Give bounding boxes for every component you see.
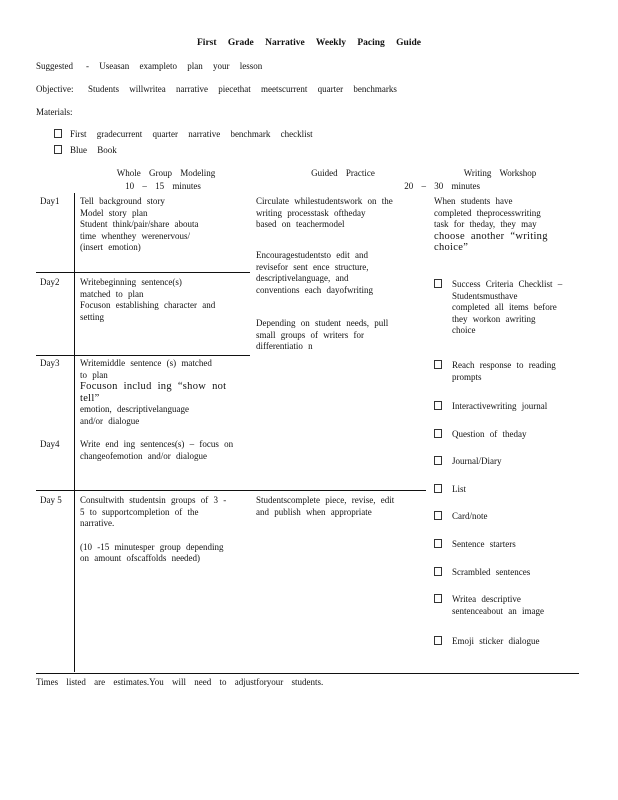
checkbox-icon <box>434 511 442 520</box>
workshop-choice-item: Interactivewriting journal <box>434 401 570 413</box>
checkbox-icon <box>434 539 442 548</box>
checkbox-icon <box>434 279 442 288</box>
material-item: Blue Book <box>54 145 117 157</box>
materials-label: Materials: <box>36 107 73 117</box>
modeling-header: Whole Group Modeling <box>116 168 216 178</box>
row-divider <box>36 490 426 491</box>
material-item: First gradecurrent quarter narrative benchmark checklist <box>54 129 313 141</box>
footer-note: Times listed are estimates.You will need to adjustforyour students. <box>36 677 324 687</box>
modeling-day4: Write end ing sentences(s) – focus on changeofemotion and/or dialogue <box>80 439 234 461</box>
day-label: Day3 <box>40 358 60 368</box>
objective-label: Objective: <box>36 84 74 94</box>
suggested-label: Suggested <box>36 61 73 71</box>
workshop-choice-item: Writea descriptive sentenceabout an image <box>434 594 570 617</box>
modeling-day1: Tell background story Model story plan Student think/pair/share abouta time whenthey werenervous/ (insert emotion) <box>80 196 199 252</box>
guided-time: 20 – 30 minutes <box>404 181 480 191</box>
guided-header: Guided Practice <box>311 168 375 178</box>
modeling-time: 10 – 15 minutes <box>125 181 201 191</box>
checkbox-icon <box>434 401 442 410</box>
workshop-choice-item: Scrambled sentences <box>434 567 570 579</box>
checkbox-icon <box>54 129 62 138</box>
workshop-choice-item: Emoji sticker dialogue <box>434 636 570 648</box>
workshop-choice-item: List <box>434 484 570 496</box>
workshop-choice-item: Question of theday <box>434 429 570 441</box>
modeling-day3: Writemiddle sentence (s) matched to plan Focuson includ ing “show not tell” emotion, descriptivelanguage and/or dialogue <box>80 358 227 426</box>
row-divider <box>36 355 250 356</box>
day-label: Day1 <box>40 196 60 206</box>
checkbox-icon <box>434 456 442 465</box>
checkbox-icon <box>54 145 62 154</box>
row-divider <box>36 272 250 273</box>
suggested-value: - Useasan exampleto plan your lesson <box>86 61 263 71</box>
page-title: First Grade Narrative Weekly Pacing Guide <box>197 38 421 48</box>
checkbox-icon <box>434 567 442 576</box>
modeling-day5: Consultwith studentsin groups of 3 - 5 to supportcompletion of the narrative. (10 -15 minutesper group depending on amount ofscaffolds needed) <box>80 495 227 563</box>
checkbox-icon <box>434 594 442 603</box>
workshop-intro: When students have completed theprocesswriting task for theday, they may choose another “writing choice” <box>434 196 548 253</box>
guided-day5: Studentscomplete piece, revise, edit and publish when appropriate <box>256 495 395 517</box>
workshop-choice-item: Success Criteria Checklist – Studentsmusthave completed all items before they workon awriting choice <box>434 279 570 337</box>
checkbox-icon <box>434 484 442 493</box>
checkbox-icon <box>434 360 442 369</box>
checkbox-icon <box>434 636 442 645</box>
workshop-choice-item: Reach response to reading prompts <box>434 360 570 383</box>
modeling-day2: Writebeginning sentence(s) matched to plan Focuson establishing character and setting <box>80 277 216 322</box>
column-divider <box>74 193 75 672</box>
objective-value: Students willwritea narrative piecethat meetscurrent quarter benchmarks <box>88 84 397 94</box>
day-label: Day2 <box>40 277 60 287</box>
workshop-choice-item: Sentence starters <box>434 539 570 551</box>
day-label: Day 5 <box>40 495 62 505</box>
guided-small-groups: Depending on student needs, pull small groups of writers for differentiatio n <box>256 318 389 351</box>
workshop-choice-item: Journal/Diary <box>434 456 570 468</box>
guided-circulate: Circulate whilestudentswork on the writing processtask oftheday based on teachermodel <box>256 196 393 229</box>
checkbox-icon <box>434 429 442 438</box>
workshop-choice-item: Card/note <box>434 511 570 523</box>
day-label: Day4 <box>40 439 60 449</box>
guided-encourage: Encouragestudentsto edit and revisefor sent ence structure, descriptivelanguage, and conventions each dayofwriting <box>256 250 373 295</box>
table-bottom-line <box>36 673 579 674</box>
workshop-header: Writing Workshop <box>463 168 537 178</box>
